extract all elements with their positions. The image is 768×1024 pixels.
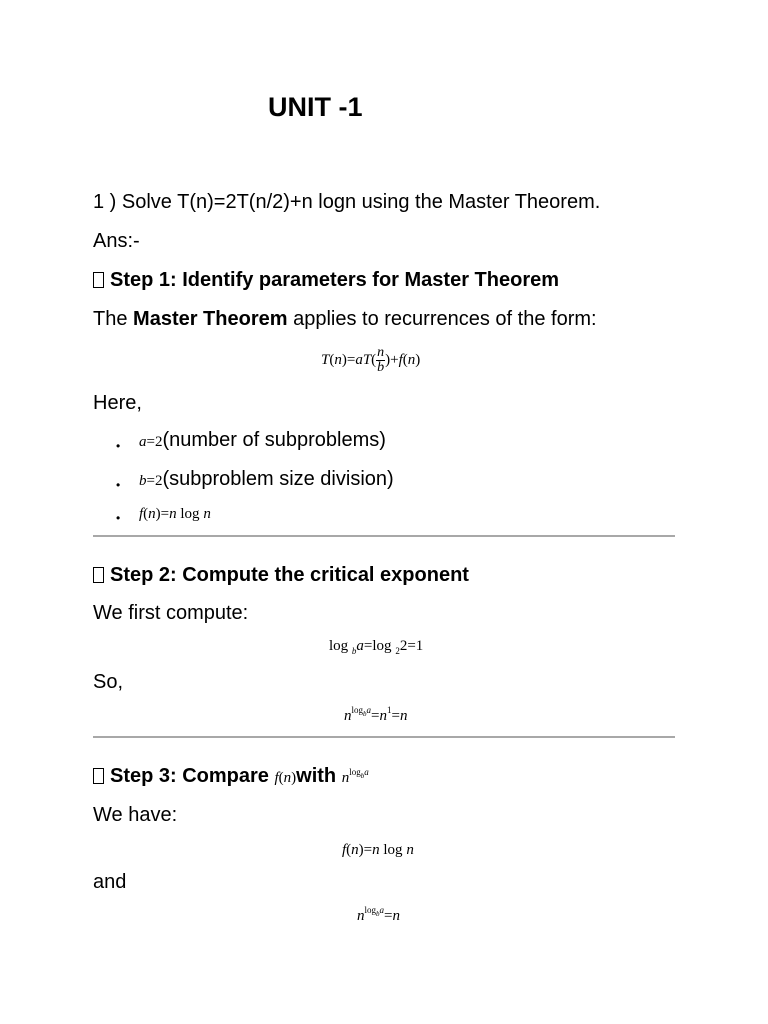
step1-heading [93, 269, 559, 292]
log-formula: log $_b$a=log $_2$2=1 [329, 638, 424, 656]
bullet-f [116, 509, 120, 527]
step3-heading [93, 765, 369, 788]
bullet-dot: • [116, 511, 121, 525]
bullet-b-content [139, 468, 394, 491]
step2-intro: We first compute: [93, 602, 249, 624]
step2-heading [93, 564, 469, 587]
a-equals-2: a=2 [139, 434, 163, 450]
step2-heading-text: Step 2: Compute the critical exponent [110, 564, 469, 586]
critical-exponent-formula: $n^{log_ba}=n^1=n$ [344, 705, 408, 724]
answer-label: Ans:- [93, 230, 140, 252]
b-equals-2: b=2 [139, 473, 163, 489]
n-log-b-a-equals-n: $n^{log_ba}=n$ [357, 905, 400, 924]
checkbox-icon [93, 768, 104, 784]
divider-2 [93, 736, 675, 738]
master-theorem-formula: T(n)=aT( $\frac{n}{b}$ )+f(n) [321, 345, 421, 375]
here-label: Here, [93, 392, 142, 414]
checkbox-icon [93, 567, 104, 583]
so-label: So, [93, 671, 124, 693]
f-equals-nlogn-2: f(n)=n log n [342, 842, 414, 858]
bullet-b [116, 476, 120, 494]
step3-heading-part1: Step 3: Compare [110, 765, 275, 787]
step1-intro-suffix: applies to recurrences of the form: [287, 308, 597, 330]
checkbox-icon [93, 272, 104, 288]
bullet-a-content [139, 429, 386, 452]
bullet-a [116, 437, 120, 455]
step1-intro [93, 308, 597, 331]
step1-intro-prefix: The [93, 308, 134, 330]
and-label: and [93, 871, 127, 893]
bullet-a-desc: (number of subproblems) [162, 429, 386, 451]
unit-title: UNIT -1 [268, 92, 363, 122]
divider-1 [93, 535, 675, 537]
question-text: 1 ) Solve T(n)=2T(n/2)+n logn using the Master Theorem. [93, 191, 601, 213]
bullet-dot: • [116, 439, 121, 453]
f-equals-nlogn: f(n)=n log n [139, 506, 211, 522]
we-have-label: We have: [93, 804, 178, 826]
step3-heading-part2: with [296, 765, 342, 787]
f-of-n: f(n) [274, 770, 297, 786]
bullet-b-desc: (subproblem size division) [162, 468, 394, 490]
bullet-dot: • [116, 478, 121, 492]
step1-heading-text: Step 1: Identify parameters for Master Theorem [110, 269, 560, 291]
step1-intro-bold: Master Theorem [133, 308, 288, 330]
n-log-b-a: $n^{log_ba}$ [341, 767, 369, 786]
